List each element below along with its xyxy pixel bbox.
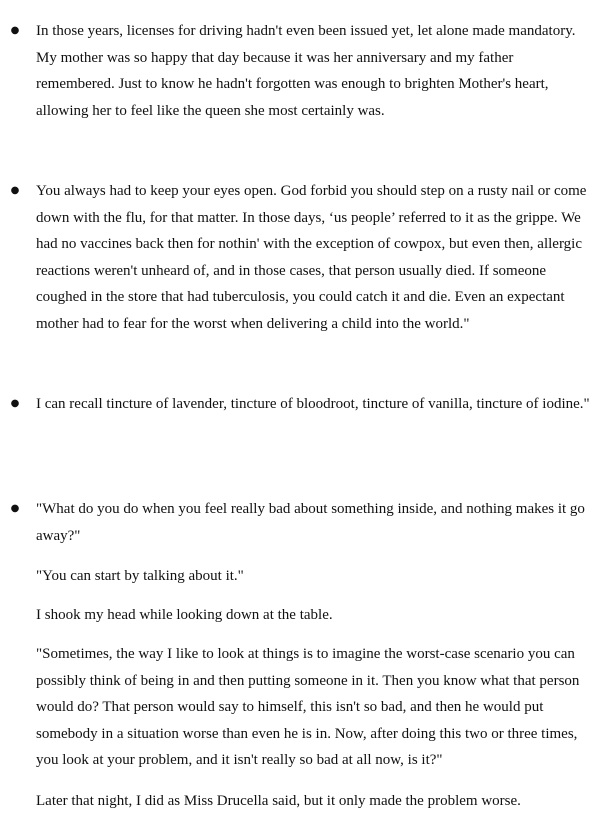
list-item-text — [36, 391, 592, 418]
bullet-icon: ● — [10, 398, 20, 409]
paragraph: I can recall tincture of lavender, tincture of bloodroot, tincture of vanilla, tincture of iodine." — [36, 396, 590, 412]
dialogue-advice: "Sometimes, the way I like to look at things is to imagine the worst-case scenario you can possibly think of being in and then putting someone in it. Then you know what that person would do? That person would say to himself, this isn't so bad, and then he would put somebody in a situation worse than even he is in. Now, after doing this two or three times, you look at your problem, and it isn't really so bad at all now, is it?" — [36, 646, 580, 768]
bullet-icon: ● — [10, 25, 20, 36]
list-item-text — [36, 178, 592, 337]
dialogue-question: "What do you do when you feel really bad about something inside, and nothing makes it go away?" — [36, 501, 585, 544]
paragraph: In those years, licenses for driving hadn't even been issued yet, let alone made mandatory. My mother was so happy that day because it was her anniversary and my father remembered. Just to know he hadn't forgotten was enough to brighten Mother's heart, allowing her to feel like the queen she most certainly was. — [36, 23, 576, 119]
bullet-icon: ● — [10, 503, 20, 514]
list-item-text — [36, 18, 592, 124]
paragraph: You always had to keep your eyes open. God forbid you should step on a rusty nail or come down with the flu, for that matter. In those days, ‘us people’ referred to it as the grippe. We had no vaccines back then for nothin' with the exception of cowpox, but even then, allergic reactions weren't unheard of, and in those cases, that person usually died. If someone coughed in the store that had tuberculosis, you could catch it and die. Even an expectant mother had to fear for the worst when delivering a child into the world." — [36, 183, 587, 332]
closing-line: Later that night, I did as Miss Drucella said, but it only made the problem worse. — [36, 792, 521, 809]
narration-line: I shook my head while looking down at the table. — [36, 606, 333, 623]
dialogue-reply: "You can start by talking about it." — [36, 568, 244, 584]
list-item-text — [36, 496, 592, 814]
bullet-icon: ● — [10, 185, 20, 196]
